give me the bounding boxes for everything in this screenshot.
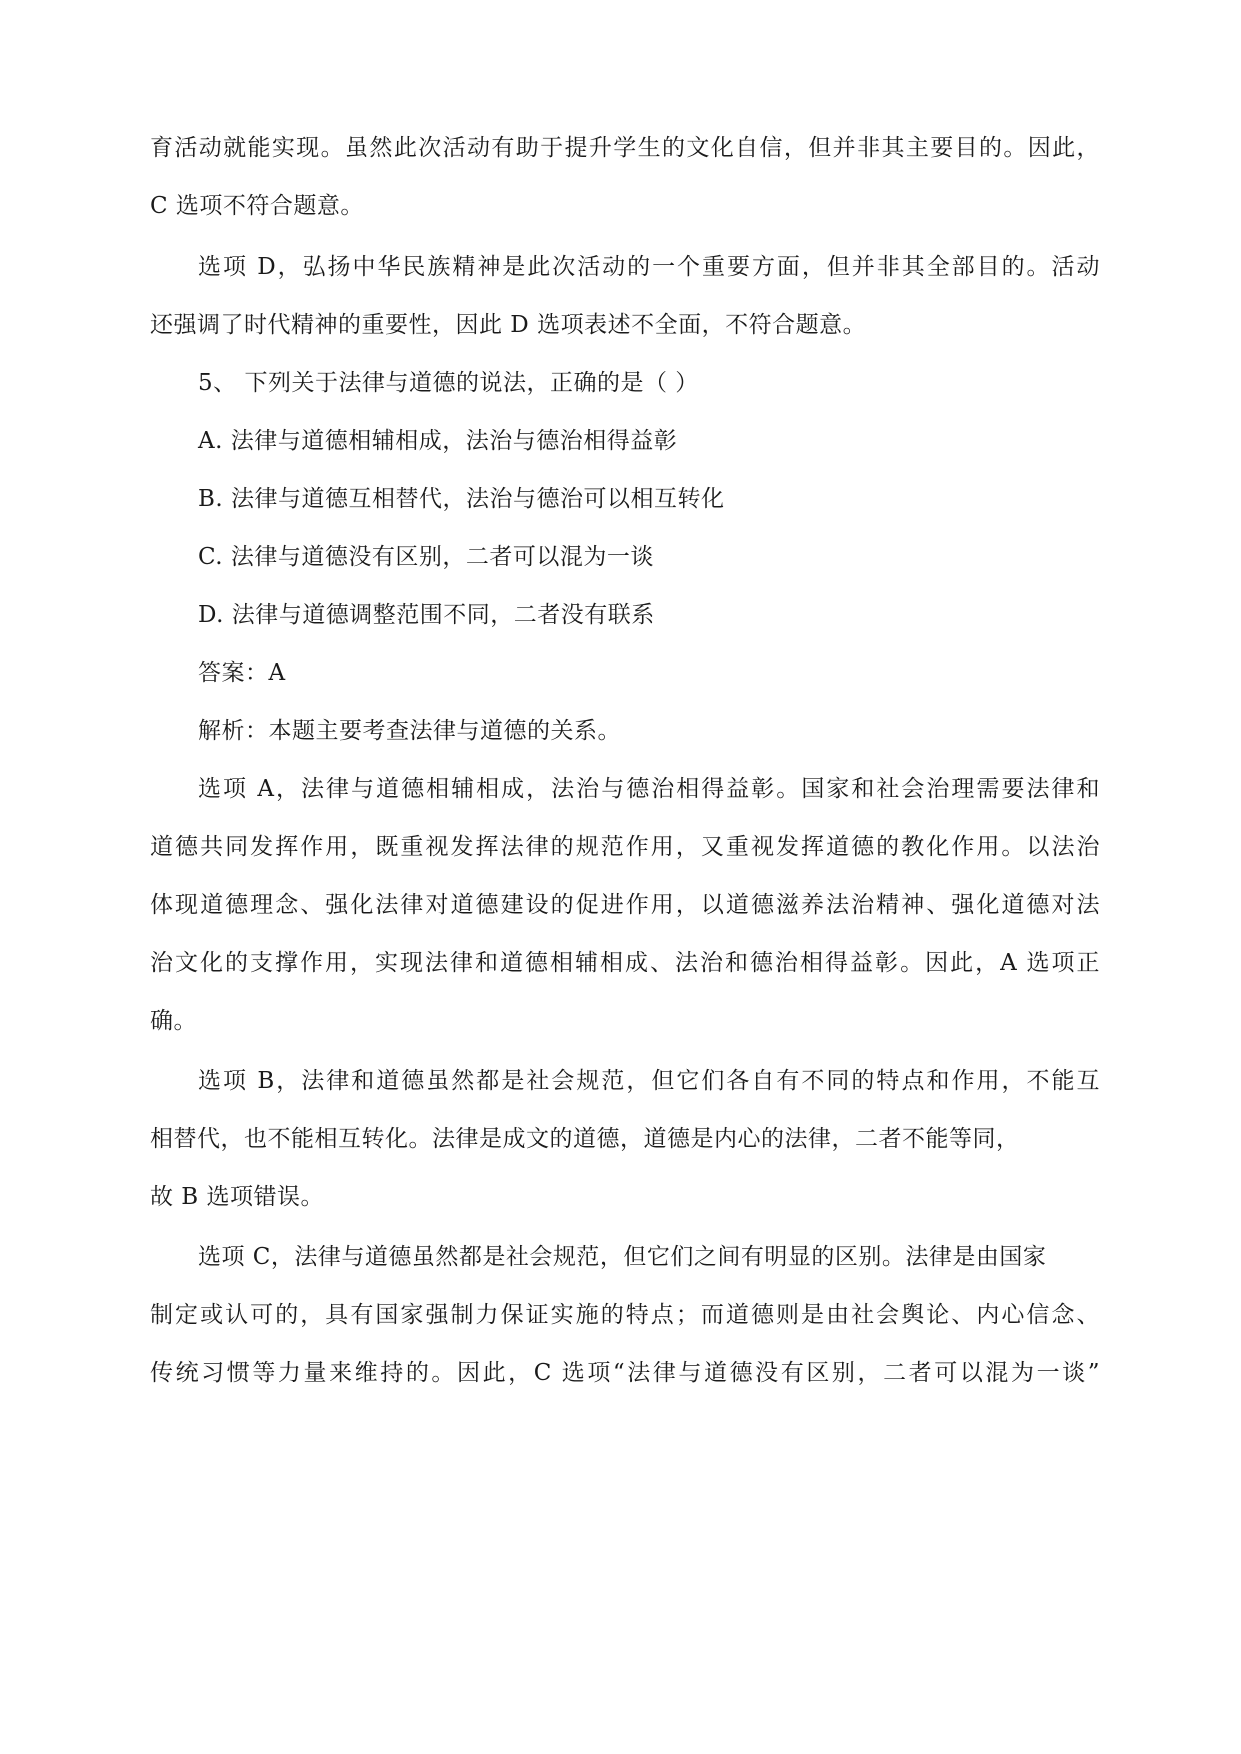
paragraph-line: 确。 xyxy=(150,1008,197,1034)
option-d: D. 法律与道德调整范围不同，二者没有联系 xyxy=(198,602,655,628)
analysis-heading: 解析：本题主要考查法律与道德的关系。 xyxy=(198,718,621,744)
paragraph-line: 传统习惯等力量来维持的。因此，C 选项“法律与道德没有区别，二者可以混为一谈” xyxy=(150,1360,1100,1386)
paragraph-line: 治文化的支撑作用，实现法律和道德相辅相成、法治和德治相得益彰。因此，A 选项正 xyxy=(150,950,1100,976)
option-c: C. 法律与道德没有区别，二者可以混为一谈 xyxy=(198,544,654,570)
question-stem: 5、 下列关于法律与道德的说法，正确的是（ ） xyxy=(198,370,699,396)
paragraph-line: 还强调了时代精神的重要性，因此 D 选项表述不全面，不符合题意。 xyxy=(150,312,867,338)
paragraph-line: 道德共同发挥作用，既重视发挥法律的规范作用，又重视发挥道德的教化作用。以法治 xyxy=(150,834,1100,860)
answer-line: 答案：A xyxy=(198,660,286,686)
paragraph-line: 育活动就能实现。虽然此次活动有助于提升学生的文化自信，但并非其主要目的。因此， xyxy=(150,135,1100,161)
option-a: A. 法律与道德相辅相成，法治与德治相得益彰 xyxy=(198,428,678,454)
paragraph-line: 制定或认可的，具有国家强制力保证实施的特点；而道德则是由社会舆论、内心信念、 xyxy=(150,1302,1100,1328)
paragraph-line: 选项 C，法律与道德虽然都是社会规范，但它们之间有明显的区别。法律是由国家 xyxy=(198,1244,1047,1270)
paragraph-line: 选项 A，法律与道德相辅相成，法治与德治相得益彰。国家和社会治理需要法律和 xyxy=(198,776,1100,802)
paragraph-line: 选项 B，法律和道德虽然都是社会规范，但它们各自有不同的特点和作用，不能互 xyxy=(198,1068,1100,1094)
paragraph-line: 体现道德理念、强化法律对道德建设的促进作用，以道德滋养法治精神、强化道德对法 xyxy=(150,892,1100,918)
option-b: B. 法律与道德互相替代，法治与德治可以相互转化 xyxy=(198,486,725,512)
paragraph-line: 相替代，也不能相互转化。法律是成文的道德，道德是内心的法律，二者不能等同， xyxy=(150,1126,1020,1152)
paragraph-line: C 选项不符合题意。 xyxy=(150,193,364,219)
paragraph-line: 选项 D，弘扬中华民族精神是此次活动的一个重要方面，但并非其全部目的。活动 xyxy=(198,254,1100,280)
paragraph-line: 故 B 选项错误。 xyxy=(150,1184,325,1210)
